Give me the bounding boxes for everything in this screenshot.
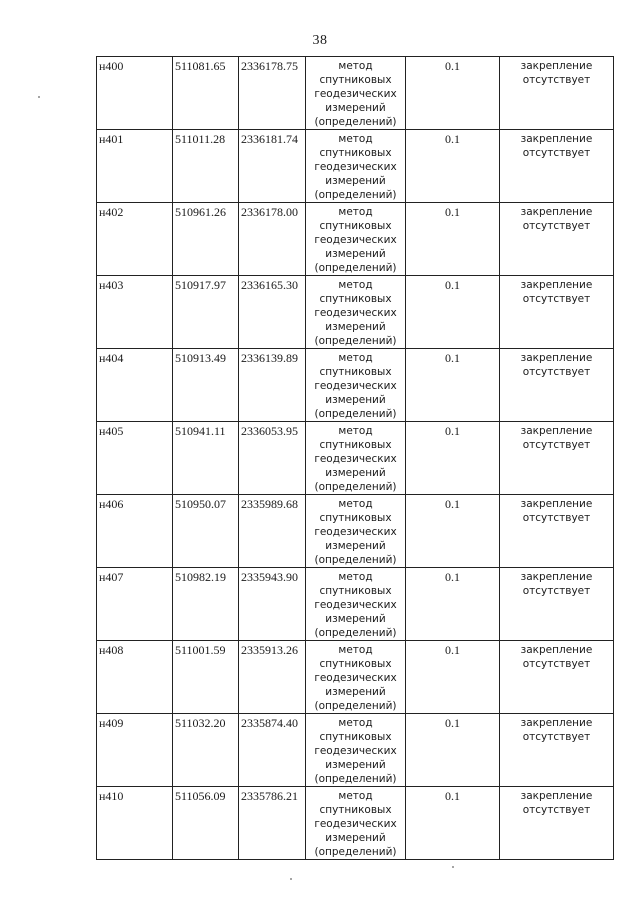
table-row [97,568,614,641]
method-cell: метод спутниковых геодезических измерений (определений) [306,568,406,641]
point-name-cell: н401 [97,130,173,203]
accuracy-cell: 0.1 [406,641,500,714]
y-coordinate-cell: 2335913.26 [239,641,306,714]
accuracy-cell: 0.1 [406,203,500,276]
accuracy-cell: 0.1 [406,57,500,130]
x-coordinate-cell: 510941.11 [173,422,239,495]
x-coordinate-cell: 511056.09 [173,787,239,860]
x-coordinate-cell: 510982.19 [173,568,239,641]
y-coordinate-cell: 2336178.00 [239,203,306,276]
y-coordinate-cell: 2336053.95 [239,422,306,495]
table-row [97,641,614,714]
x-coordinate-cell: 511001.59 [173,641,239,714]
y-coordinate-cell: 2335874.40 [239,714,306,787]
table-row [97,276,614,349]
method-cell: метод спутниковых геодезических измерений (определений) [306,495,406,568]
scan-speck [290,878,292,880]
accuracy-cell: 0.1 [406,349,500,422]
table-row [97,495,614,568]
method-cell: метод спутниковых геодезических измерений (определений) [306,641,406,714]
point-name-cell: н409 [97,714,173,787]
fixing-description-cell: закрепление отсутствует [500,495,614,568]
method-cell: метод спутниковых геодезических измерений (определений) [306,276,406,349]
scan-speck [452,866,454,868]
fixing-description-cell: закрепление отсутствует [500,203,614,276]
fixing-description-cell: закрепление отсутствует [500,787,614,860]
point-name-cell: н405 [97,422,173,495]
method-cell: метод спутниковых геодезических измерений (определений) [306,203,406,276]
method-cell: метод спутниковых геодезических измерений (определений) [306,57,406,130]
x-coordinate-cell: 510913.49 [173,349,239,422]
y-coordinate-cell: 2336178.75 [239,57,306,130]
table-row [97,203,614,276]
accuracy-cell: 0.1 [406,787,500,860]
y-coordinate-cell: 2335786.21 [239,787,306,860]
fixing-description-cell: закрепление отсутствует [500,276,614,349]
fixing-description-cell: закрепление отсутствует [500,714,614,787]
fixing-description-cell: закрепление отсутствует [500,57,614,130]
x-coordinate-cell: 510950.07 [173,495,239,568]
page-number: 38 [312,33,328,48]
point-name-cell: н408 [97,641,173,714]
x-coordinate-cell: 511011.28 [173,130,239,203]
method-cell: метод спутниковых геодезических измерений (определений) [306,787,406,860]
accuracy-cell: 0.1 [406,568,500,641]
accuracy-cell: 0.1 [406,714,500,787]
table-row [97,422,614,495]
point-name-cell: н406 [97,495,173,568]
x-coordinate-cell: 511032.20 [173,714,239,787]
method-cell: метод спутниковых геодезических измерений (определений) [306,422,406,495]
y-coordinate-cell: 2335989.68 [239,495,306,568]
method-cell: метод спутниковых геодезических измерений (определений) [306,714,406,787]
point-name-cell: н400 [97,57,173,130]
y-coordinate-cell: 2336181.74 [239,130,306,203]
fixing-description-cell: закрепление отсутствует [500,349,614,422]
accuracy-cell: 0.1 [406,276,500,349]
fixing-description-cell: закрепление отсутствует [500,568,614,641]
y-coordinate-cell: 2336139.89 [239,349,306,422]
x-coordinate-cell: 510961.26 [173,203,239,276]
point-name-cell: н407 [97,568,173,641]
y-coordinate-cell: 2335943.90 [239,568,306,641]
table-row [97,787,614,860]
point-name-cell: н404 [97,349,173,422]
coordinates-table [96,56,614,860]
method-cell: метод спутниковых геодезических измерений (определений) [306,349,406,422]
accuracy-cell: 0.1 [406,495,500,568]
fixing-description-cell: закрепление отсутствует [500,641,614,714]
y-coordinate-cell: 2336165.30 [239,276,306,349]
x-coordinate-cell: 511081.65 [173,57,239,130]
x-coordinate-cell: 510917.97 [173,276,239,349]
accuracy-cell: 0.1 [406,130,500,203]
accuracy-cell: 0.1 [406,422,500,495]
point-name-cell: н402 [97,203,173,276]
method-cell: метод спутниковых геодезических измерений (определений) [306,130,406,203]
table-row [97,57,614,130]
point-name-cell: н403 [97,276,173,349]
point-name-cell: н410 [97,787,173,860]
table-row [97,714,614,787]
table-row [97,349,614,422]
fixing-description-cell: закрепление отсутствует [500,422,614,495]
fixing-description-cell: закрепление отсутствует [500,130,614,203]
table-row [97,130,614,203]
scan-speck [38,96,40,98]
